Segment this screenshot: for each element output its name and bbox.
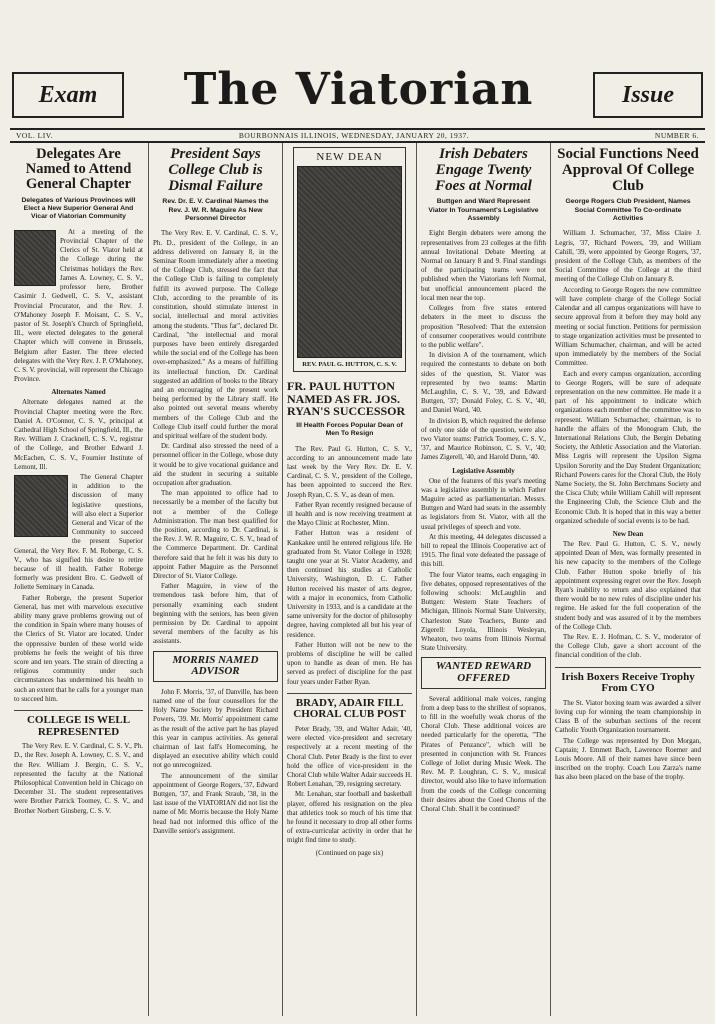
article-paragraph: At this meeting, 44 delegates discussed a bill to repeal the Illinois Cooperative act of 1915. The final vote defeated the passage of this bill. [421, 532, 546, 569]
headline-irish-boxers: Irish Boxers Receive Trophy From CYO [561, 670, 695, 695]
dateline-bar [10, 128, 705, 143]
dateline-text: BOURBONNAIS ILLINOIS, WEDNESDAY, JANUARY 20, 1937. [238, 131, 470, 140]
photo-caption: REV. PAUL G. HUTTON, C. S. V. [302, 361, 397, 368]
article-paragraph: The announcement of the similar appointment of George Rogers, '37, Edward Buttgen, '37, and Frank Straub, '38, in the last issue of the VIATORIAN did not list the name of Mr. Morris because the Holy Name head had not informed this office of the Danville senior's assignment. [153, 771, 278, 835]
dean-portrait-photo [297, 166, 402, 358]
headline-social-functions: Social Functions Need Approval Of College Club [557, 146, 699, 194]
article-paragraph: Mr. Lenahan, star football and basketball player, offered his resignation on the plea that athletics took so much of his time that he found it necessary to drop all other forms of extra-curricular activity in order that he might find time to study. [287, 790, 412, 845]
portrait-photo [14, 230, 56, 286]
article-paragraph: The Rev. E. J. Hofman, C. S. V., moderator of the College Club, gave a short account of the financial condition of the club. [555, 633, 701, 660]
headline-president-says: President Says College Club is Dismal Failure [168, 146, 263, 194]
article-paragraph: William J. Schumacher, '37, Miss Claire J. Legris, '37, Richard Powers, '39, and William Cahill, '39, were appointed by George Rogers, '37, president of the College Club, as members of the Social Committee of the College at the third meeting of the College Club on January 8. [555, 229, 701, 284]
portrait-photo [14, 475, 68, 537]
article-paragraph: Dr. Cardinal also stressed the need of a personnel officer in the College, whose duty it would be to give vocational guidance and aid the student in securing a suitable occupation after graduation. [153, 442, 278, 487]
headline-irish-debaters: Irish Debaters Engage Twenty Foes at Normal [435, 146, 532, 194]
section-divider [14, 710, 143, 711]
article-paragraph: Alternate delegates named at the Provincial Chapter meeting were the Rev. Daniel A. O'Connor, C. S. V., principal at Cathedral High School of Springfield, Ill., the Rev. William J. Cracknell, C. S. V., registrar of the College, and Brother Edward J. McEachen, C. S. V., Fournier Institute of Lemont, Ill. [14, 398, 143, 471]
section-divider [287, 693, 412, 694]
article-paragraph: Father Roberge, the present Superior General, has met with marvelous executive ability many grave problems growing out of the condition in Spain where many houses of the Clerics of St. Viator are located. Under the oppressive burden of these world wide problems he feels the weight of his three score and ten years. The strain of directing a religious community under such circumstances has undermined his health to such an extent that he calls for a younger man to succeed him. [14, 593, 143, 703]
article-paragraph: The Very Rev. E. V. Cardinal, C. S. V., Ph. D., the Rev. Joseph A. Lowney, C. S. V., and the Rev. William J. Bergin, C. S. V., represented the faculty at the National Philosophical Convention held in Chicago on December 31. The student representatives were Brother Patrick Toomey, C. S. V., and Brother Norbert Ginsberg, C. S. V. [14, 742, 143, 815]
volume-label: VOL. LIV. [16, 131, 54, 140]
headline-fr-hutton: FR. PAUL HUTTON NAMED AS FR. JOS. RYAN'S SUCCESSOR [287, 379, 406, 419]
column-5 [551, 143, 705, 1016]
article-paragraph: Each and every campus organization, according to George Rogers, will be sure of adequate representation on the new committee. He made it a part of his appointment to indicate which organizations each member of the committee was to represent. William Schumacher, chairman, is to handle the affairs of the Monogram Club, the International Relations Club, the Bergin Debating Society, the Athletic Association and the Viatorian. Miss Legris will represent the Upsilon Sigma Upsilon Sorority and the Day Student Organization; Richard Powers cares for the Choral Club, the Holy Name Society, the St. John Berchmans Society and the Cisca Club; while William Cahill will represent the Engineering Club, the Science Club and the Economic Club. It is hoped that in this way a better organized schedule of social events is to be had. [555, 369, 701, 525]
headline-delegates: Delegates Are Named to Attend General Chapter [25, 146, 132, 193]
headline-wanted-reward: WANTED REWARD OFFERED [421, 657, 546, 688]
continued-note: (Continued on page six) [315, 848, 384, 857]
article-paragraph: The General Chapter in addition to the discussion of many legislative questions, will also elect a Superior General and Vicar of the Community to succeed the present Superior General, the Very Rev. F. M. Roberge, C. S. V., who has signified his desire to retire because of ill health. Father Roberge formerly was president Bro. C. Gedwell of Joliette Seminary in Canada. [14, 472, 143, 592]
dek-president-says: Rev. Dr. E. V. Cardinal Names the Rev. J. W. R. Maguire As New Personnel Director [162, 198, 269, 223]
section-divider [555, 667, 701, 668]
article-paragraph: Father Hutton was a resident of Kankakee until he entered religious life. He graduated from St. Viator College in 1928; taught one year at St. Viator Academy, and then continued his studies at Catholic University, Washington, D. C. Father Hutton received his master of arts degree, with a major in economics, from Catholic University in 1933, and is a candidate at the same university for the doctor of philosophy degree, having completed all but his year of residence. [287, 529, 412, 639]
article-paragraph: The man appointed to office had to necessarily be a member of the faculty but not a member of the College Administration. The man best qualified for the position, according to Dr. Cardinal, is the Rev. J. W. R. Maguire, C. S. V., head of the Commerce Department. Dr. Cardinal therefore said that he felt it was his duty to appoint Father Maguire as the Personnel Director of St. Viator College. [153, 489, 278, 580]
article-paragraph: Colleges from five states entered debaters in the meet to discuss the proposition "Resolved: That the extension of consumer cooperatives would contribute to the public welfare". [421, 304, 546, 349]
article-paragraph: Father Hutton will not be new to the problems of discipline he will be called upon to handle as dean of men. He has served as prefect of discipline for the past four years under Father Ryan. [287, 640, 412, 686]
article-paragraph: In division A of the tournament, which required the contestants to debate on both sides of the question, St. Viator was represented by two teams: Martin McLaughlin, C. S. V., '39, and Edward Buttgen, '37; Donald Foley, C. S. V., '40, and Daniel Ward, '40. [421, 351, 546, 415]
ear-right-text: Issue [621, 81, 675, 108]
article-paragraph: The Rev. Paul G. Hutton, C. S. V., according to an announcement made late last week by the Very Rev. Dr. E. V. Cardinal, C. S. V., president of the College, has been appointed to succeed the Rev. Joseph Ryan, C. S. V., as dean of men. [287, 444, 412, 499]
masthead-title: The Viatorian [183, 64, 534, 115]
issue-number: NUMBER 6. [654, 131, 699, 140]
article-paragraph: Eight Bergin debaters were among the representatives from 23 colleges at the fifth annual Invitational Debate Meeting at Normal on January 8 and 9. Final standings of the participating teams were not published when the Viatorians left Normal, but unofficial announcement placed the local men near the top. [421, 229, 546, 302]
dek-irish-debaters: Buttgen and Ward Represent Viator In Tournament's Legislative Assembly [428, 198, 539, 223]
ear-left-text: Exam [38, 81, 98, 108]
headline-morris-named: MORRIS NAMED ADVISOR [153, 651, 278, 682]
article-paragraph: The St. Viator boxing team was awarded a silver loving cup for winning the team championship in Class B of the suburban sections of the recent Catholic Youth Organization tournament. [555, 698, 701, 735]
article-paragraph: The four Viator teams, each engaging in five debates, opposed representatives of the following schools: McLaughlin and Buttgen: Western State Teachers of Michigan, Illinois Normal State University, Charleston State Teachers, Bunte and Zigerell: Loyola, Illinois Wesleyan, Wheaton, two teams from Illinois Normal State University. [421, 570, 546, 653]
article-paragraph: In division B, which required the defense of only one side of the question, were also two Viator teams: Patrick Toomey, C. S. V., '37, and Maurice Robinson, C. S. V., '40; James Zigerell, '40, and Harold Dunn, '40. [421, 416, 546, 462]
ear-left-box [12, 72, 124, 118]
dek-social-functions: George Rogers Club President, Names Social Committee To Co-ordinate Activities [565, 198, 691, 223]
photo-box [293, 147, 406, 372]
subhead-alternates: Alternates Named [51, 388, 106, 397]
article-paragraph: Peter Brady, '39, and Walter Adair, '40, were elected vice-president and secretary respectively at a recent meeting of the Choral Club. Peter Brady is the first to ever hold the office of vice-president in the Choral Club while Walter Adair succeeds H. Robert Lenahan, '39, resigning secretary. [287, 724, 412, 789]
column-3 [283, 143, 416, 1016]
photo-label: NEW DEAN [316, 151, 383, 163]
article-paragraph: The College was represented by Don Morgan, Captain; J. Emmett Bach, Lawrence Roemer and Louis Moore. All of their names have since been inscribed on the trophy. Coach Lou Zarza's name has also been placed on the base of the trophy. [555, 736, 701, 782]
article-paragraph: One of the features of this year's meeting was a legislative assembly in which Father Maguire acted as parliamentarian. Messrs. Buttgen and Ward had seats in the assembly as legislators from St. Viator, with all the usual privileges of speech and vote. [421, 476, 546, 531]
article-paragraph: Father Maguire, in view of the tremendous task before him, that of personally examining each student beginning with the seniors, has been given permission by Dr. Cardinal to appoint several members of the faculty as his assistants. [153, 582, 278, 646]
dek-fr-hutton: Ill Health Forces Popular Dean of Men To Resign [296, 421, 403, 438]
headline-college-represented: COLLEGE IS WELL REPRESENTED [26, 714, 131, 738]
article-paragraph: According to George Rogers the new committee will have complete charge of the College Social Calendar and all campus organizations will have to secure approval from it before they may hold any meeting or social function. Petitions for permission to stage organization activities must be presented to William Schumacher, chairman, and will be acted upon immediately by the members of the Social Committee. [555, 285, 701, 368]
article-paragraph: The Very Rev. E. V. Cardinal, C. S. V., Ph. D., president of the College, in an address delivered on January 8, in the Seminar Room immediately after a meeting of the College Club, stressed the fact that the College Club is failing to completely fulfill its avowed purpose. The College Club, according to the preamble of its constitution, should stimulate interest in social, intellectual and moral activities among the students. "Thus far", declared Dr. Cardinal, "the intellectual and moral purposes have been entirely disregarded while the social end of the College has been over-emphasized." As a means of fulfilling its intellectual function, Dr. Cardinal suggested an addition of books to the library and an encouraging of the present work being performed by the Library staff. He also pointed out several means whereby members of the College Club and the College Club itself could further the moral and spiritual welfare of the student body. [153, 229, 278, 440]
column-1 [10, 143, 147, 1016]
dek-delegates: Delegates of Various Provinces will Elect a New Superior General And Vicar of Viatorian Community [21, 196, 136, 221]
article-paragraph: John F. Morris, '37, of Danville, has been named one of the four counsellors for the Holy Name Society by President Richard Powers, '39. Mr. Morris' appointment came as the result of the active part he has played this year in campus activities. As general chairman of last fall's Homecoming, he displayed an executive ability which could not go unrecognized. [153, 687, 278, 770]
column-2 [149, 143, 282, 1016]
headline-brady-adair: BRADY, ADAIR FILL CHORAL CLUB POST [293, 696, 406, 721]
column-4 [417, 143, 550, 1016]
subhead-new-dean: New Dean [612, 529, 644, 538]
article-paragraph: Father Ryan recently resigned because of ill health and is now receiving treatment at the Mayo Clinic at Rochester, Minn. [287, 500, 412, 528]
article-paragraph: The Rev. Paul G. Hutton, C. S. V., newly appointed Dean of Men, was formally presented in his new capacity to the members of the College Club. Father Hutton spoke briefly of his appointment expressing regret over the Rev. Joseph Ryan's inability to return and also explained that there would be no new rules of discipline under his regime. He asked for the full cooperation of the student body and was assured of it by the members of the College Club. [555, 539, 701, 631]
subhead-legislative: Legislative Assembly [452, 466, 515, 475]
article-paragraph: Several additional male voices, ranging from a deep bass to the shrillest of sopranos, to fill in the woefully weak chorus of the Choral Club. These additional voices are needed particularly for the operetta, "The Pirates of Penzance", which will be presented in conjunction with St. Frances College of Joliet during Music Week. The Rev. M. P. Loughran, C. S. V., musical director, would also like to have information from the coeds of the College concerning their desires about the Coed Chorus of the Choral Club. Shall it be continued? [421, 694, 546, 813]
article-paragraph: At a meeting of the Provincial Chapter of the Clerics of St. Viator held at the College during the Christmas holidays the Rev. James A. Lowney, C. S. V., professor here, Brother Casimir J. Gedwell, C. S. V., assistant Provincial Procurator, and the Rev. J. O'Mahoney Joseph F. Moisant, C. S. V., pastor of St. Joseph's Church of Springfield, Ill., were elected delegates to the general Chapter which will convene in Brussels, Belgium after Easter. The three elected delegates with the Very Rev. J. P. O'Mahoney, C. S. V. provincial, will represent the Chicago Province. [14, 227, 143, 384]
ear-right-box [593, 72, 703, 118]
